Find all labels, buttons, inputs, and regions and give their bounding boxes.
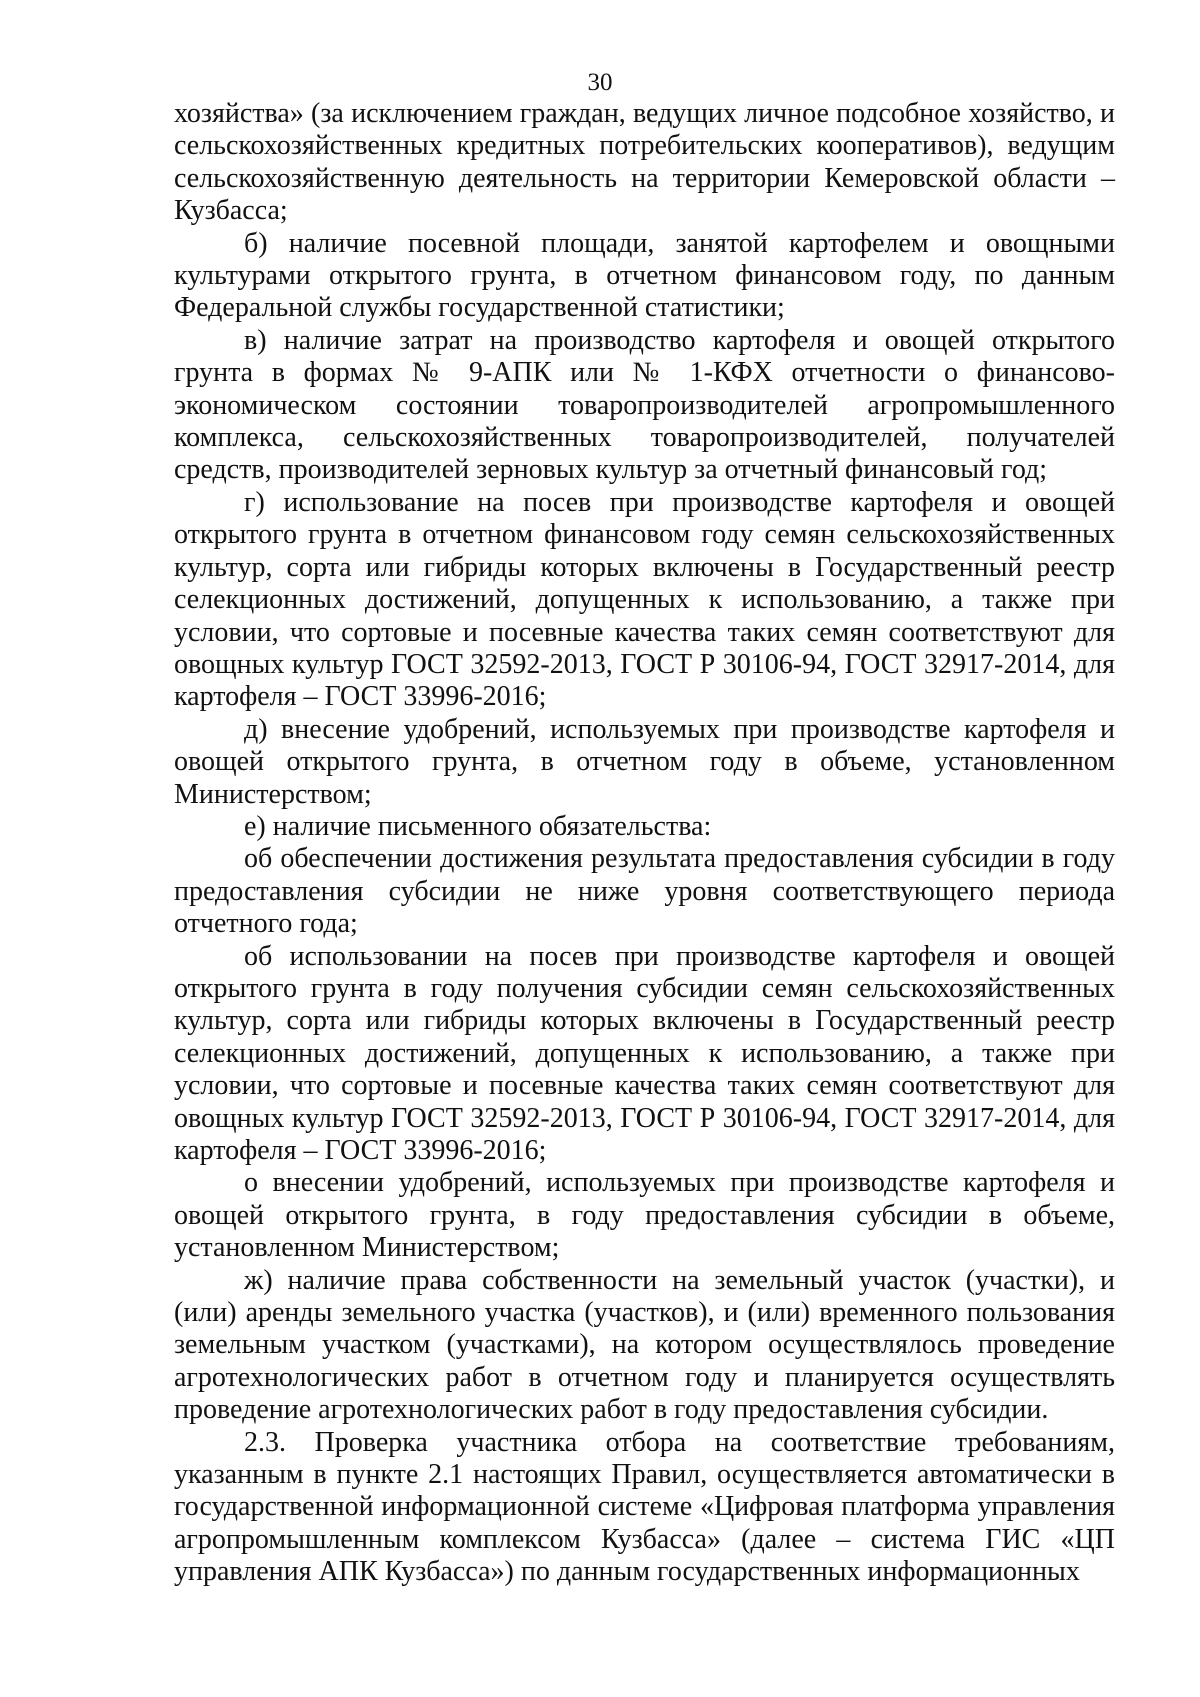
paragraph-section-2-3: 2.3. Проверка участника отбора на соответствие требованиям, указанным в пункте 2.1 настоящих Правил, осуществляется автоматически в государственной информационной системе «Цифровая платформа управления агропромышленным комплексом Кузбасса» (далее – система ГИС «ЦП управления АПК Кузбасса») по данным государственных информационных bbox=[174, 1426, 1115, 1588]
paragraph-item-v: в) наличие затрат на производство картофеля и овощей открытого грунта в формах № 9-АПК или № 1-КФХ отчетности о финансово-экономическом состоянии товаропроизводителей агропромышленного комплекса, сельскохозяйственных товаропроизводителей, получателей средств, производителей зерновых культур за отчетный финансовый год; bbox=[174, 324, 1115, 486]
page-number: 30 bbox=[587, 69, 613, 96]
paragraph-item-b: б) наличие посевной площади, занятой картофелем и овощными культурами открытого грунта, в отчетном финансовом году, по данным Федеральной службы государственной статистики; bbox=[174, 227, 1115, 324]
paragraph-obligation-fertilizers: о внесении удобрений, используемых при производстве картофеля и овощей открытого грунта, в году предоставления субсидии в объеме, установленном Министерством; bbox=[174, 1167, 1115, 1264]
paragraph-item-e: е) наличие письменного обязательства: bbox=[244, 810, 712, 842]
paragraph-item-g: г) использование на посев при производстве картофеля и овощей открытого грунта в отчетном финансовом году семян сельскохозяйственных культур, сорта или гибриды которых включены в Государственный реестр селекционных достижений, допущенных к использованию, а также при условии, что сортовые и посевные качества таких семян соответствуют для овощных культур ГОСТ 32592-2013, ГОСТ Р 30106-94, ГОСТ 32917-2014, для картофеля – ГОСТ 33996-2016; bbox=[174, 486, 1115, 713]
document-body bbox=[174, 98, 1115, 1589]
paragraph-obligation-result: об обеспечении достижения результата предоставления субсидии в году предоставления субсидии не ниже уровня соответствующего периода отчетного года; bbox=[174, 843, 1115, 940]
paragraph-item-zh: ж) наличие права собственности на земельный участок (участки), и (или) аренды земельного участка (участков), и (или) временного пользования земельным участком (участками), на котором осуществлялось проведение агротехнологических работ в отчетном году и планируется осуществлять проведение агротехнологических работ в году предоставления субсидии. bbox=[174, 1264, 1115, 1426]
paragraph-item-d: д) внесение удобрений, используемых при производстве картофеля и овощей открытого грунта, в отчетном году в объеме, установленном Министерством; bbox=[174, 713, 1115, 810]
paragraph-continuation: хозяйства» (за исключением граждан, ведущих личное подсобное хозяйство, и сельскохозяйственных кредитных потребительских кооперативов), ведущим сельскохозяйственную деятельность на территории Кемеровской области – Кузбасса; bbox=[174, 98, 1115, 227]
paragraph-obligation-seeds: об использовании на посев при производстве картофеля и овощей открытого грунта в году получения субсидии семян сельскохозяйственных культур, сорта или гибриды которых включены в Государственный реестр селекционных достижений, допущенных к использованию, а также при условии, что сортовые и посевные качества таких семян соответствуют для овощных культур ГОСТ 32592-2013, ГОСТ Р 30106-94, ГОСТ 32917-2014, для картофеля – ГОСТ 33996-2016; bbox=[174, 940, 1115, 1166]
